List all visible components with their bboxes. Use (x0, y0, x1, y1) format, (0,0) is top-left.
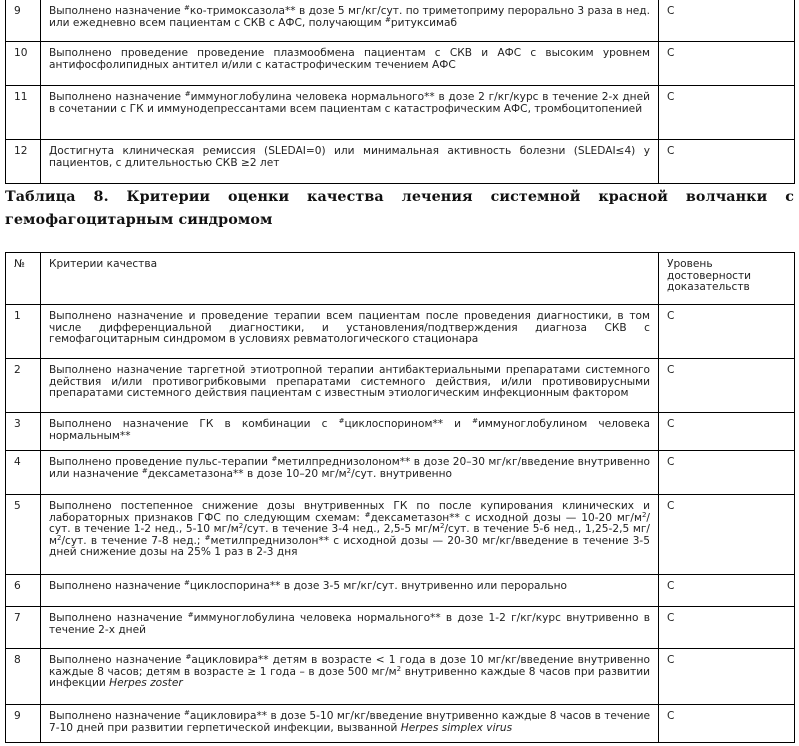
table-row (6, 413, 795, 451)
row-number: 1 (6, 305, 41, 359)
row-number: 8 (6, 649, 41, 705)
table-row (6, 0, 795, 42)
row-criterion: Выполнено назначение #ко-тримоксазола** в дозе 5 мг/кг/сут. по триметоприму перорально 3 раза в нед. или ежедневно всем пациентам с СКВ с АФС, получающим #ритуксимаб (41, 0, 659, 42)
table-row (6, 607, 795, 649)
row-evidence-level: С (659, 649, 795, 705)
row-evidence-level: С (659, 607, 795, 649)
row-criterion: Выполнено назначение #ацикловира** в дозе 5-10 мг/кг/введение внутривенно каждые 8 часов в течение 7-10 дней при развитии герпетической инфекции, вызванной Herpes simplex virus (41, 705, 659, 743)
row-number: 10 (6, 42, 41, 86)
table-row (6, 575, 795, 607)
row-evidence-level: С (659, 575, 795, 607)
table-row (6, 42, 795, 86)
row-criterion: Выполнено назначение и проведение терапии всем пациентам после проведения диагностики, в том числе дифференциальной диагностики, и установления/подтверждения диагноза СКВ с гемофагоцитарным синдромом в условиях ревматологического стационара (41, 305, 659, 359)
row-evidence-level: С (659, 705, 795, 743)
row-number: 6 (6, 575, 41, 607)
row-evidence-level: С (659, 42, 795, 86)
criteria-table-main (5, 252, 795, 743)
row-number: 2 (6, 359, 41, 413)
table-row (6, 649, 795, 705)
table-row (6, 705, 795, 743)
row-number: 12 (6, 140, 41, 184)
table-row (6, 451, 795, 495)
row-criterion: Выполнено назначение #иммуноглобулина человека нормального** в дозе 1-2 г/кг/курс внутривенно в течение 2-х дней (41, 607, 659, 649)
row-evidence-level: С (659, 0, 795, 42)
row-criterion: Выполнено назначение #ацикловира** детям в возрасте < 1 года в дозе 10 мг/кг/введение внутривенно каждые 8 часов; детям в возрасте ≥ 1 года – в дозе 500 $мг/м^2$ внутривенно каждые 8 часов при развитии инфекции Herpes zoster (41, 649, 659, 705)
row-evidence-level: С (659, 86, 795, 140)
row-criterion: Выполнено проведение проведение плазмообмена пациентам с СКВ и АФС с высоким уровнем антифосфолипидных антител и/или с катастрофическим течением АФС (41, 42, 659, 86)
row-number: 11 (6, 86, 41, 140)
row-criterion: Выполнено назначение ГК в комбинации с #циклоспорином** и #иммуноглобулином человека нормальным** (41, 413, 659, 451)
header-num: № (6, 253, 41, 305)
row-criterion: Выполнено назначение #циклоспорина** в дозе 3-5 мг/кг/сут. внутривенно или перорально (41, 575, 659, 607)
row-evidence-level: С (659, 359, 795, 413)
table-header-row (6, 253, 795, 305)
row-number: 3 (6, 413, 41, 451)
row-evidence-level: С (659, 451, 795, 495)
row-evidence-level: С (659, 140, 795, 184)
criteria-table-top (5, 0, 795, 184)
row-criterion: Выполнено назначение таргетной этиотропной терапии антибактериальными препаратами системного действия и/или противогрибковыми препаратами системного действия, и/или противовирусными препаратами системного действия пациентам с известным этиологическим инфекционным фактором (41, 359, 659, 413)
row-evidence-level: С (659, 305, 795, 359)
table-row (6, 305, 795, 359)
table-caption: Таблица 8. Критерии оценки качества лечения системной красной волчанки с гемофагоцитарным синдромом (5, 189, 794, 228)
row-number: 9 (6, 705, 41, 743)
table-row (6, 495, 795, 575)
row-number: 4 (6, 451, 41, 495)
header-level: Уровень достоверности доказательств (659, 253, 795, 305)
row-criterion: Выполнено постепенное снижение дозы внутривенных ГК по после купирования клинических и лабораторных признаков ГФС по следующим схемам: #дексаметазон** с исходной дозы — 10-20 $мг/м^2$/сут. в течение 1-2 нед., 5-10 $мг/м^2$/сут. в течение 3-4 нед., 2,5-5 $мг/м^2$/сут. в течение 5-6 нед., 1,25-2,5 $мг/м^2$/сут. в течение 7-8 нед.; #метилпреднизолон** с исходной дозы — 20-30 мг/кг/введение в течение 3-5 дней снижение дозы на 25% 1 раз в 2-3 дня (41, 495, 659, 575)
row-number: 5 (6, 495, 41, 575)
row-number: 7 (6, 607, 41, 649)
row-criterion: Выполнено назначение #иммуноглобулина человека нормального** в дозе 2 г/кг/курс в течение 2-х дней в сочетании с ГК и иммунодепрессантами всем пациентам с катастрофическим АФС, тромбоцитопенией (41, 86, 659, 140)
header-criteria: Критерии качества (41, 253, 659, 305)
table-row (6, 86, 795, 140)
table-row (6, 359, 795, 413)
row-number: 9 (6, 0, 41, 42)
row-evidence-level: С (659, 413, 795, 451)
row-criterion: Достигнута клиническая ремиссия (SLEDAI=0) или минимальная активность болезни (SLEDAI≤4) у пациентов, с длительностью СКВ ≥2 лет (41, 140, 659, 184)
table-row (6, 140, 795, 184)
row-criterion: Выполнено проведение пульс-терапии #метилпреднизолоном** в дозе 20–30 мг/кг/введение внутривенно или назначение #дексаметазона** в дозе 10–20 $мг/м^2$/сут. внутривенно (41, 451, 659, 495)
row-evidence-level: С (659, 495, 795, 575)
